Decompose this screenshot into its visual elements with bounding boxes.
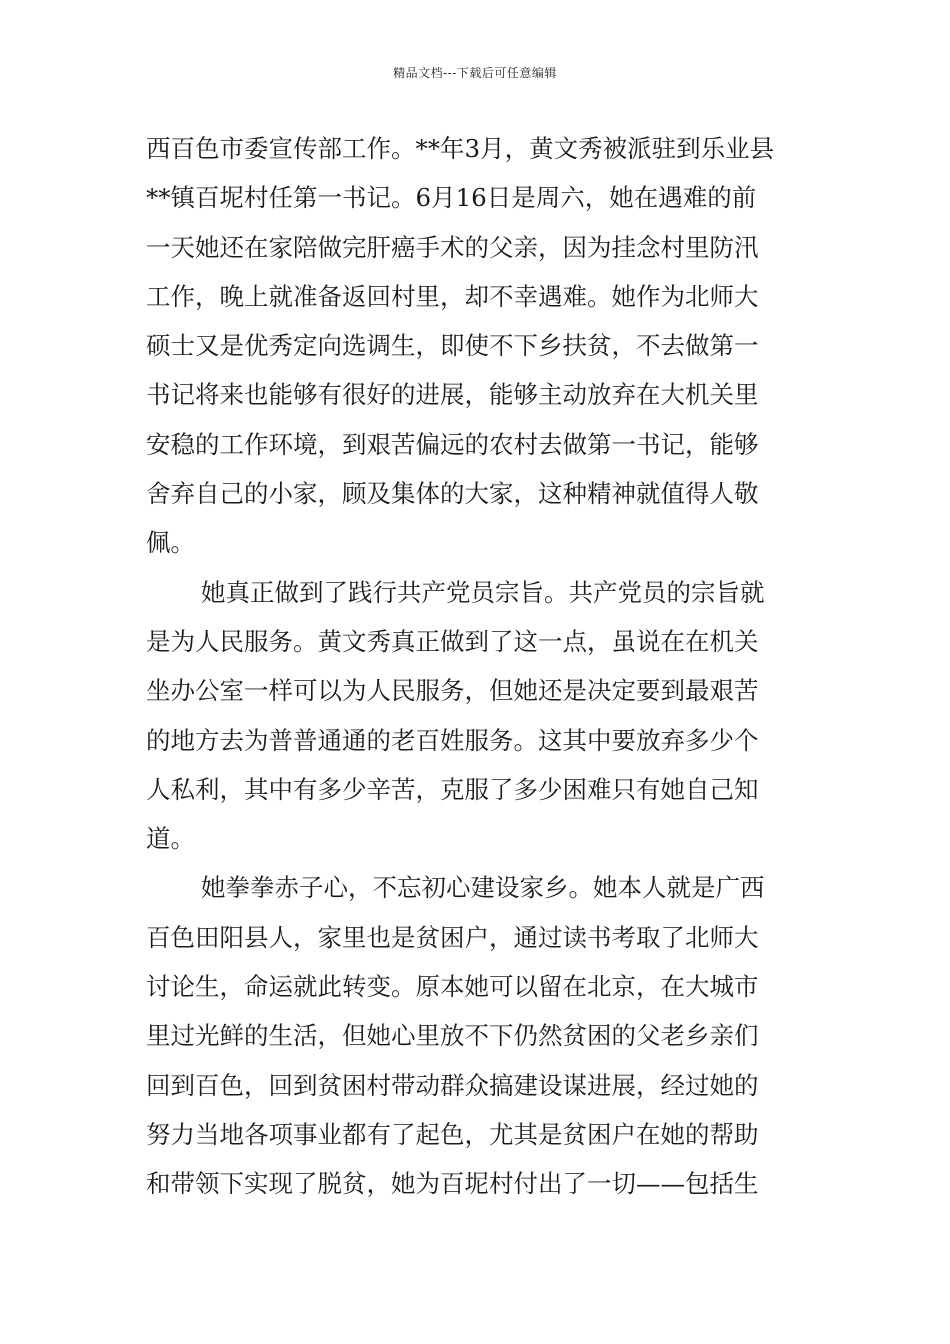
text-line: **镇百坭村任第一书记。6月16日是周六，她在遇难的前 bbox=[146, 183, 757, 213]
text-line: 人私利，其中有多少辛苦，克服了多少困难只有她自己知 bbox=[146, 774, 759, 804]
text-line: 回到百色，回到贫困村带动群众搞建设谋进展，经过她的 bbox=[146, 1070, 759, 1100]
text-line: 硕士又是优秀定向选调生，即使不下乡扶贫，不去做第一 bbox=[146, 331, 759, 361]
paragraph-first-line: 她拳拳赤子心，不忘初心建设家乡。她本人就是广西 bbox=[201, 873, 765, 903]
text-line: 舍弃自己的小家，顾及集体的大家，这种精神就值得人敬 bbox=[146, 479, 759, 509]
text-line: 道。 bbox=[146, 824, 195, 854]
page-header: 精品文档---下载后可任意编辑 bbox=[393, 66, 557, 80]
text-line: 是为人民服务。黄文秀真正做到了这一点，虽说在在机关 bbox=[146, 626, 759, 656]
text-line: 努力当地各项事业都有了起色，尤其是贫困户在她的帮助 bbox=[146, 1119, 759, 1149]
body-text bbox=[146, 124, 816, 1209]
text-line: 安稳的工作环境，到艰苦偏远的农村去做第一书记，能够 bbox=[146, 429, 759, 459]
text-line: 百色田阳县人，家里也是贫困户，通过读书考取了北师大 bbox=[146, 922, 759, 952]
text-line: 佩。 bbox=[146, 528, 195, 558]
text-line: 工作，晚上就准备返回村里，却不幸遇难。她作为北师大 bbox=[146, 281, 759, 311]
text-line: 一天她还在家陪做完肝癌手术的父亲，因为挂念村里防汛 bbox=[146, 232, 759, 262]
text-line: 讨论生，命运就此转变。原本她可以留在北京，在大城市 bbox=[146, 972, 759, 1002]
text-line: 里过光鲜的生活，但她心里放不下仍然贫困的父老乡亲们 bbox=[146, 1021, 759, 1051]
text-line: 和带领下实现了脱贫，她为百坭村付出了一切——包括生 bbox=[146, 1169, 759, 1199]
text-line: 坐办公室一样可以为人民服务，但她还是决定要到最艰苦 bbox=[146, 676, 759, 706]
paragraph-first-line: 她真正做到了践行共产党员宗旨。共产党员的宗旨就 bbox=[201, 577, 765, 607]
text-line: 的地方去为普普通通的老百姓服务。这其中要放弃多少个 bbox=[146, 725, 759, 755]
text-line: 书记将来也能够有很好的进展，能够主动放弃在大机关里 bbox=[146, 380, 759, 410]
text-line: 西百色市委宣传部工作。**年3月，黄文秀被派驻到乐业县 bbox=[146, 134, 775, 163]
